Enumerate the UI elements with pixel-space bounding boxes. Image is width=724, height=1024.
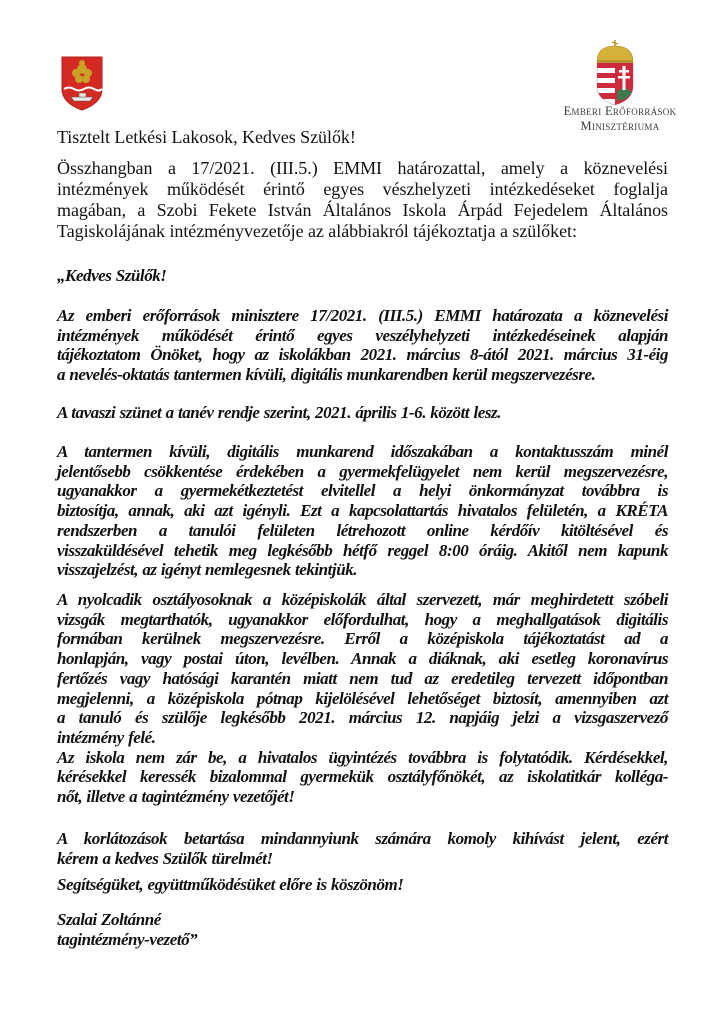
paragraph-line: fertőzés vagy hatósági karantén miatt nem tud az eredetileg tervezett időpontban xyxy=(57,668,668,688)
paragraph-line: ugyanakkor a gyermekétkeztetést elvitellel a helyi önkormányzat továbbra is xyxy=(57,481,668,501)
paragraph-line: formában kerülnek megszervezésre. Erről a középiskola tájékoztatást ad a xyxy=(57,629,668,649)
paragraph-line: nőt, illetve a tagintézmény vezetőjét! xyxy=(57,787,295,807)
paragraph-line: A nyolcadik osztályosoknak a középiskolák által szervezett, már meghirdetett szóbeli xyxy=(57,590,668,609)
paragraph-child-care xyxy=(57,442,668,580)
paragraph-line: A tantermen kívüli, digitális munkarend időszakában a kontaktusszám minél xyxy=(57,442,668,461)
salutation-text: „Kedves Szülők! xyxy=(57,266,167,285)
signature-title: tagintézmény-vezető” xyxy=(57,929,198,949)
paragraph-line: jelentősebb csökkentése érdekében a gyermekfelügyelet nem kerül megszervezésre, xyxy=(57,461,668,481)
intro-line: Tagiskolájának intézményvezetője az alábbiakról tájékoztatja a szülőket: xyxy=(57,221,577,241)
closing-text: Segítségüket, együttműködésüket előre is köszönöm! xyxy=(57,875,404,894)
closing xyxy=(57,875,668,895)
paragraph-line: a nevelés-oktatás tantermen kívüli, digitális munkarendben kerül megszervezésre. xyxy=(57,365,596,385)
intro-line: intézmények működését érintő egyes vészhelyzeti intézkedéseket foglalja xyxy=(57,179,668,199)
paragraph-line: intézmény felé. xyxy=(57,727,156,747)
paragraph-line: tájékoztatom Önöket, hogy az iskolákban 2021. március 8-ától 2021. március 31-éig xyxy=(57,345,668,365)
signature xyxy=(57,910,668,949)
paragraph-line: A korlátozások betartása mindannyiunk számára komoly kihívást jelent, ezért xyxy=(57,829,668,848)
paragraph-patience xyxy=(57,829,668,868)
paragraph-line: biztosítja, annak, aki azt igényli. Ezt a kapcsolattartás hivatalos felületén, a KRÉTA xyxy=(57,501,668,521)
paragraph-closure-dates xyxy=(57,306,668,385)
paragraph-line: intézmények működését érintő egyes veszélyhelyzeti intézkedéseinek alapján xyxy=(57,325,668,345)
paragraph-line: honlapján, vagy postai úton, levélben. Annak a diáknak, aki esetleg koronavírus xyxy=(57,649,668,669)
paragraph-line: rendszerben a tanulói felületen létrehozott online kérdőív kitöltésével és xyxy=(57,520,668,540)
letkes-coat-of-arms-icon xyxy=(60,55,104,111)
hungarian-coat-of-arms-icon xyxy=(594,40,636,106)
ministry-name-line2: Minisztériuma xyxy=(580,119,660,133)
intro-paragraph xyxy=(57,158,668,242)
paragraph-line: megjelenni, a középiskola pótnap kijelölésével lehetőséget biztosít, amennyiben azt xyxy=(57,688,668,708)
paragraph-line: kérésekkel keressék bizalommal gyermekük osztályfőnökét, az iskolatitkár kolléga- xyxy=(57,767,668,787)
paragraph-line: visszaküldésével tehetik meg legkésőbb hétfő reggel 8:00 óráig. Akitől nem kapunk xyxy=(57,540,668,560)
signature-name: Szalai Zoltánné xyxy=(57,910,161,929)
paragraph-line: Az iskola nem zár be, a hivatalos ügyintézés továbbra is folytatódik. Kérdésekkel, xyxy=(57,747,668,767)
paragraph-line: kérem a kedves Szülők türelmét! xyxy=(57,848,273,868)
paragraph-spring-break xyxy=(57,403,668,423)
paragraph-line: A tavaszi szünet a tanév rendje szerint, 2021. április 1-6. között lesz. xyxy=(57,403,501,422)
greeting-text: Tisztelt Letkési Lakosok, Kedves Szülők! xyxy=(57,127,356,147)
paragraph-line: Az emberi erőforrások minisztere 17/2021. (III.5.) EMMI határozata a köznevelési xyxy=(57,306,668,325)
salutation xyxy=(57,266,668,286)
paragraph-line: a tanuló és szülője legkésőbb 2021. március 12. napjáig jelzi a vizsgaszervező xyxy=(57,708,668,728)
intro-line: Összhangban a 17/2021. (III.5.) EMMI határozattal, amely a köznevelési xyxy=(57,158,668,178)
intro-line: magában, a Szobi Fekete István Általános Iskola Árpád Fejedelem Általános xyxy=(57,200,668,220)
greeting xyxy=(57,127,668,148)
paragraph-entrance-exams xyxy=(57,590,668,807)
ministry-name-line1: Emberi Erőforrások xyxy=(563,104,677,118)
paragraph-line: vizsgák megtarthatók, ugyanakkor előfordulhat, hogy a meghallgatások digitális xyxy=(57,609,668,629)
paragraph-line: visszajelzést, az igényt nemlegesnek tekintjük. xyxy=(57,560,358,580)
